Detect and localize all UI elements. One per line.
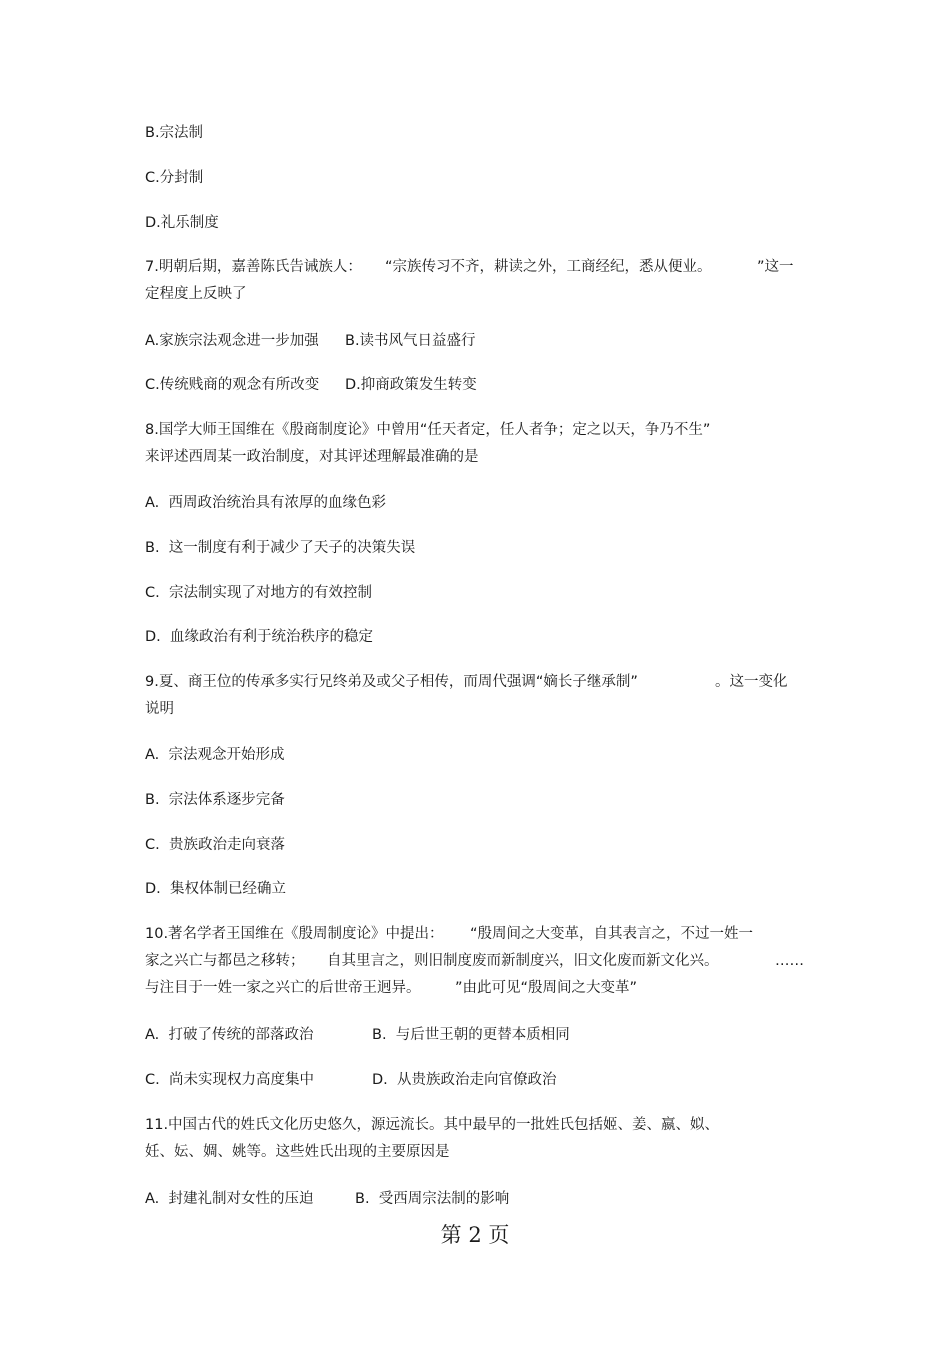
q10-option-b: B. 与后世王朝的更替本质相同: [372, 1027, 570, 1043]
q10-option-c: C. 尚未实现权力高度集中: [145, 1072, 314, 1088]
page-number: 第 2 页: [440, 1223, 510, 1247]
q10-stem-line-2b: 自其里言之，则旧制度废而新制度兴，旧文化废而新文化兴。: [327, 953, 719, 969]
q10-option-d: D. 从贵族政治走向官僚政治: [372, 1072, 557, 1088]
q11-stem-line-1: 11.中国古代的姓氏文化历史悠久，源远流长。其中最早的一批姓氏包括姬、姜、嬴、姒、: [145, 1117, 720, 1133]
q7-stem-line-1b: “宗族传习不齐，耕读之外，工商经纪，悉从便业。: [385, 259, 712, 275]
q9-option-a: A. 宗法观念开始形成: [145, 747, 285, 763]
q10-option-a: A. 打破了传统的部落政治: [145, 1027, 314, 1043]
q8-option-a: A. 西周政治统治具有浓厚的血缘色彩: [145, 495, 386, 511]
q11-option-a: A. 封建礼制对女性的压迫: [145, 1191, 314, 1207]
q8-option-d: D. 血缘政治有利于统治秩序的稳定: [145, 629, 373, 645]
q7-stem-line-2: 定程度上反映了: [145, 286, 247, 302]
q9-stem-line-1b: 。这一变化: [715, 674, 788, 690]
q7-option-c: C.传统贱商的观念有所改变: [145, 377, 320, 393]
q10-stem-line-3b: ”由此可见“殷周间之大变革”: [455, 980, 638, 996]
q6-option-c: C.分封制: [145, 170, 204, 186]
q7-option-d: D.抑商政策发生转变: [345, 377, 477, 393]
q6-option-b: B.宗法制: [145, 125, 204, 141]
q10-stem-line-3a: 与注目于一姓一家之兴亡的后世帝王迥异。: [145, 980, 421, 996]
q7-stem-line-1c: ”这一: [757, 259, 794, 275]
q10-stem-line-1b: “殷周间之大变革，自其表言之，不过一姓一: [470, 926, 754, 942]
q11-stem-line-2: 妊、妘、婤、姚等。这些姓氏出现的主要原因是: [145, 1144, 450, 1160]
q8-option-c: C. 宗法制实现了对地方的有效控制: [145, 585, 372, 601]
q8-option-b: B. 这一制度有利于减少了天子的决策失误: [145, 540, 416, 556]
q7-stem-line-1a: 7.明朝后期，嘉善陈氏告诫族人：: [145, 259, 362, 275]
q9-option-d: D. 集权体制已经确立: [145, 881, 286, 897]
q8-stem-line-1: 8.国学大师王国维在《殷商制度论》中曾用“任天者定，任人者争；定之以天，争乃不生”: [145, 422, 711, 438]
q6-option-d: D.礼乐制度: [145, 215, 219, 231]
q10-stem-line-2a: 家之兴亡与都邑之移转；: [145, 953, 305, 969]
q9-stem-line-1a: 9.夏、商王位的传承多实行兄终弟及或父子相传，而周代强调“嫡长子继承制”: [145, 674, 638, 690]
q10-stem-line-1a: 10.著名学者王国维在《殷周制度论》中提出：: [145, 926, 444, 942]
q10-stem-line-2c: ……: [775, 953, 804, 969]
q9-option-c: C. 贵族政治走向衰落: [145, 837, 285, 853]
q9-stem-line-2: 说明: [145, 701, 174, 717]
q11-option-b: B. 受西周宗法制的影响: [355, 1191, 510, 1207]
q9-option-b: B. 宗法体系逐步完备: [145, 792, 285, 808]
q7-option-b: B.读书风气日益盛行: [345, 333, 476, 349]
q8-stem-line-2: 来评述西周某一政治制度，对其评述理解最准确的是: [145, 449, 479, 465]
q7-option-a: A.家族宗法观念进一步加强: [145, 333, 319, 349]
